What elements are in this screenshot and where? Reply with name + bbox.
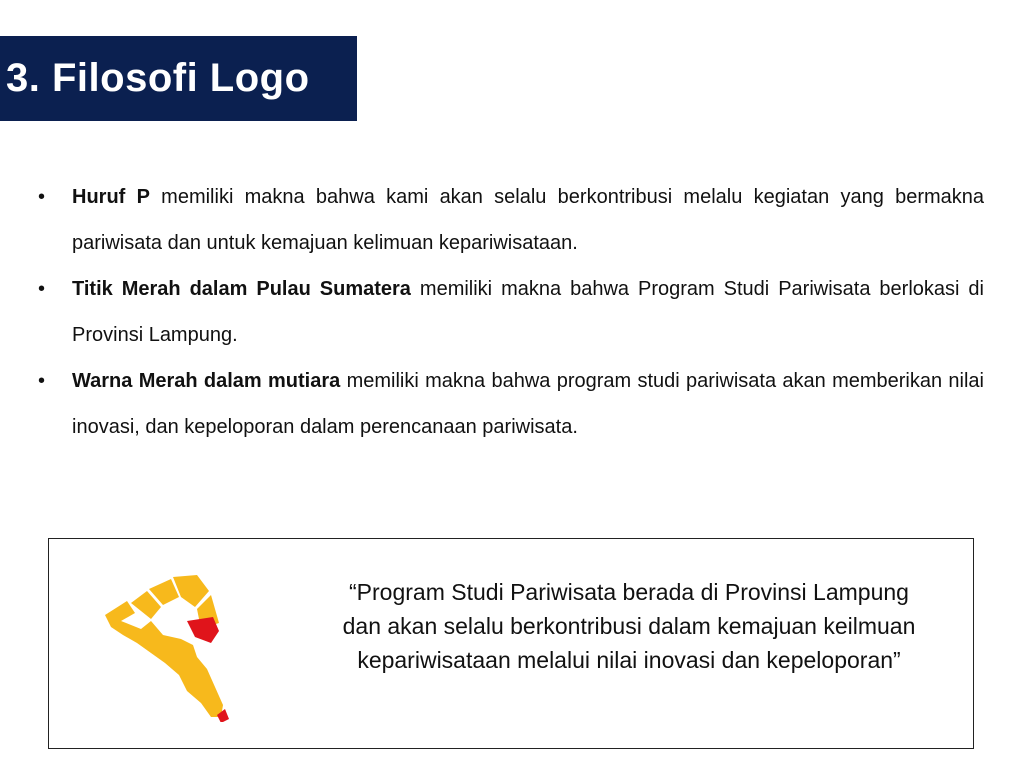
bullet-dot: •: [38, 370, 46, 392]
bullet-text: memiliki makna bahwa kami akan selalu berkontribusi melalu kegiatan yang bermakna pariwisata dan untuk kemajuan kelimuan kepariwisataan.: [72, 186, 985, 254]
logo-segment: [173, 575, 209, 607]
bullet-bold-term: Titik Merah dalam Pulau Sumatera: [72, 278, 411, 300]
bullet-dot: •: [38, 278, 46, 300]
page-title: 3. Filosofi Logo: [6, 56, 310, 100]
bullet-list: [38, 174, 984, 450]
bullet-bold-term: Huruf P: [72, 186, 150, 208]
quote-box: [48, 538, 974, 749]
bullet-dot: •: [38, 186, 46, 208]
bullet-text: memiliki makna bahwa Program Studi Pariwisata berlokasi di Provinsi Lampung.: [72, 278, 984, 346]
sumatra-logo-icon: [101, 557, 231, 722]
bullet-item-titik-merah: [38, 266, 984, 358]
bullet-item-warna-merah: [38, 358, 984, 450]
bullet-item-huruf-p: [38, 174, 984, 266]
title-bar: [0, 36, 357, 121]
bullet-bold-term: Warna Merah dalam mutiara: [72, 370, 341, 392]
logo-red-segment: [187, 617, 219, 643]
quote-text: “Program Studi Pariwisata berada di Provinsi Lampung dan akan selalu berkontribusi dalam kemajuan keilmuan kepariwisataan melalui nilai inovasi dan kepeloporan”: [342, 579, 916, 673]
bullet-text: memiliki makna bahwa program studi pariwisata akan memberikan nilai inovasi, dan kepeloporan dalam perencanaan pariwisata.: [72, 370, 984, 438]
